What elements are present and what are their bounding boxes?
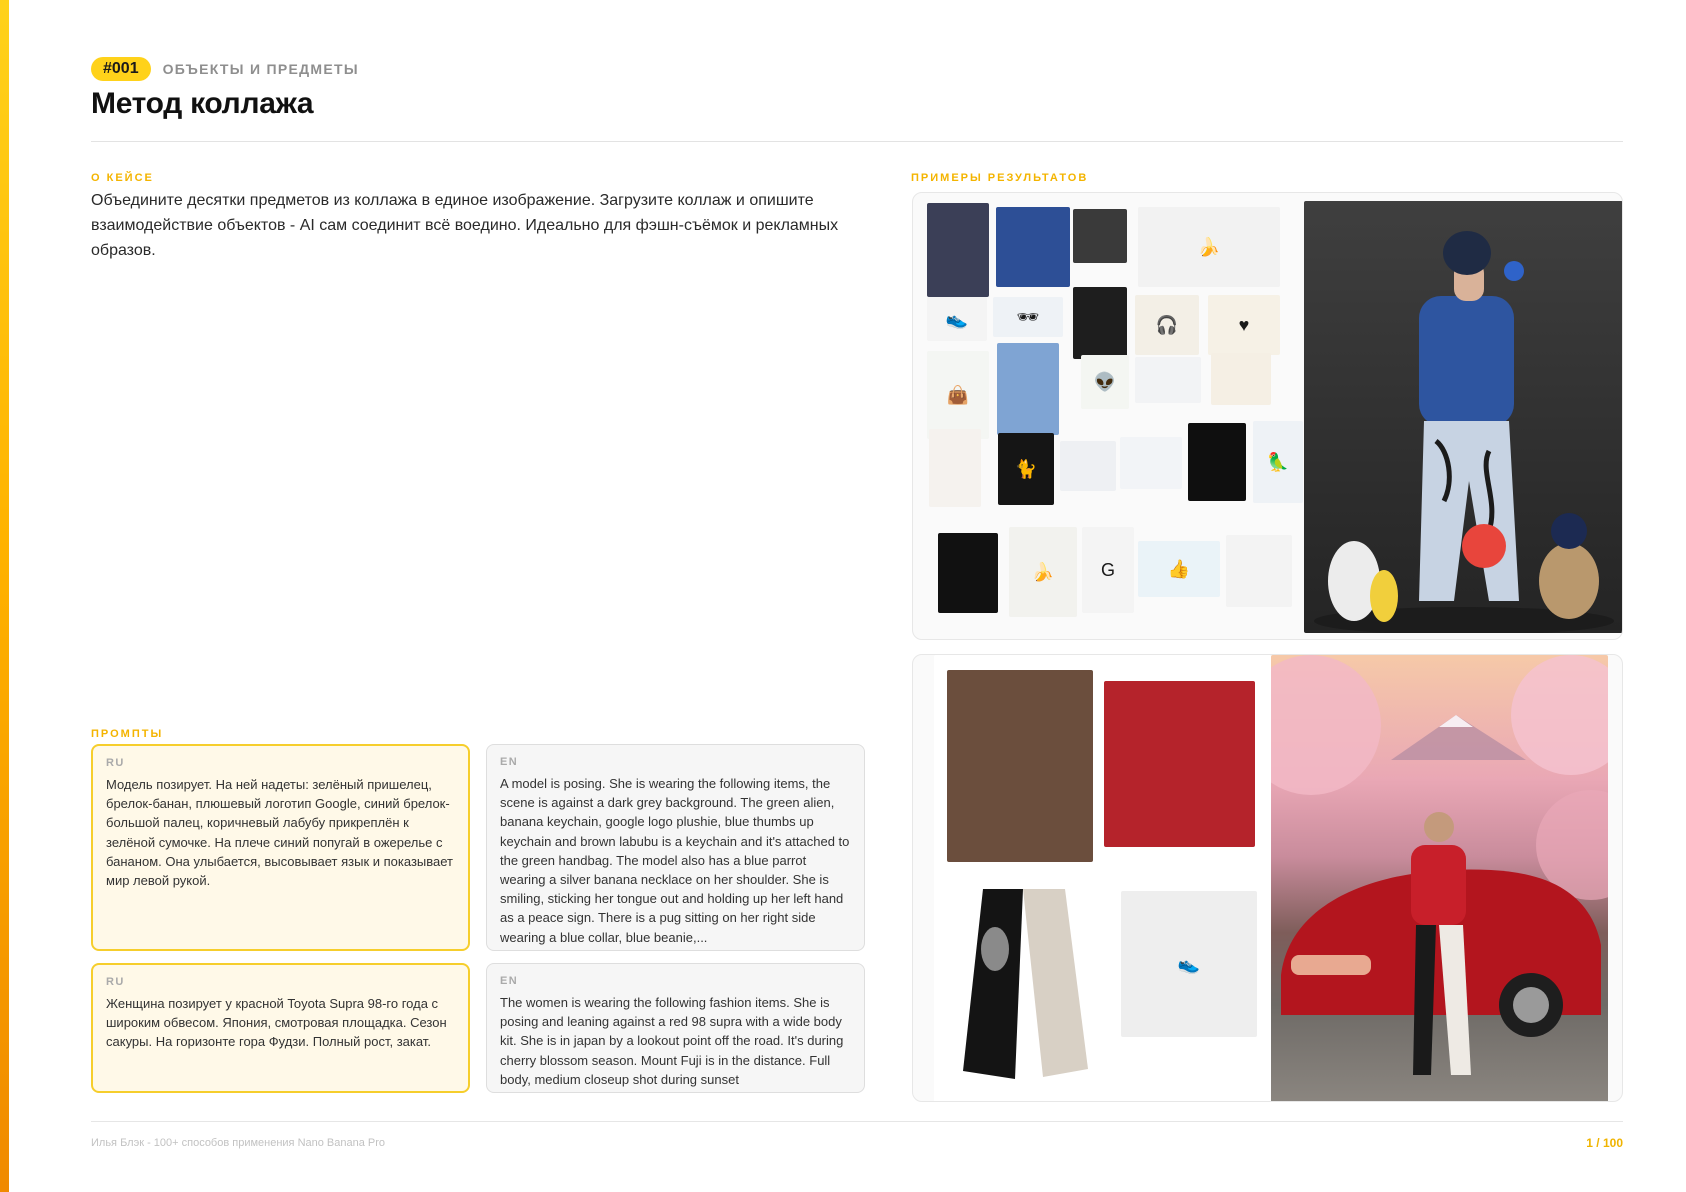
prompt-language-label: EN [500, 756, 519, 768]
page-header [91, 57, 359, 121]
result-panel-outfit [912, 654, 1623, 1102]
printed-jeans-reference [953, 889, 1093, 1079]
handbag-icon: 👜 [946, 385, 970, 405]
collage-item [927, 297, 987, 341]
headphones-icon: 🎧 [1155, 315, 1179, 335]
banana-keychain-icon: 🍌 [1197, 237, 1221, 257]
about-text: Объедините десятки предметов из коллажа в единое изображение. Загрузите коллаж и опишите взаимодействие объектов - AI сам соединит всё воедино. Идеально для фэшн-съёмок и рекламных образов. [91, 192, 839, 259]
collage-item [1211, 353, 1271, 405]
page-title: Метод коллажа [91, 87, 314, 120]
collage-item [1073, 287, 1127, 359]
car-scene-illustration [1271, 655, 1608, 1102]
accent-strip [0, 0, 9, 1192]
collage-item [927, 351, 989, 439]
collage-item [1135, 357, 1201, 403]
prompt-text: The women is wearing the following fashion items. She is posing and leaning against a red 98 supra with a wide body kit. She is in japan by a lookout point off the road. It's during cherry blossom season. Mount Fuji is in the distance. Full body, medium closeup shot during sunset [500, 995, 844, 1087]
collage-item [1060, 441, 1116, 491]
prompt-text: Женщина позирует у красной Toyota Supra 98-го года с широким обвесом. Япония, смотровая площадка. Сезон сакуры. На горизонте гора Фудзи. Полный рост, закат. [106, 996, 447, 1050]
generated-car-photo [1271, 655, 1608, 1102]
sneaker-icon: 👟 [945, 309, 969, 329]
collage-item [938, 533, 998, 613]
thumbs-up-keychain-icon: 👍 [1167, 559, 1191, 579]
collage-item [1120, 437, 1182, 489]
tag-row [91, 57, 359, 81]
collage-item [1135, 295, 1199, 355]
collage-item [996, 207, 1070, 287]
collage-item [1188, 423, 1246, 501]
collage-item [1009, 527, 1077, 617]
cat-icon: 🐈 [1014, 459, 1038, 479]
page-number: 1 / 100 [1586, 1136, 1623, 1150]
alien-icon: 👽 [1093, 372, 1117, 392]
sunglasses-icon: 🕶 [1016, 307, 1040, 327]
prompt-language-label: EN [500, 975, 519, 987]
sneaker-reference [1121, 891, 1257, 1037]
prompt-text: Модель позирует. На ней надеты: зелёный пришелец, брелок-банан, плюшевый логотип Google, синий брелок-большой палец, коричневый лабубу прикреплён к зелёной сумочке. На плече синий попугай в ожерелье с бананом. Она улыбается, высовывает язык и показывает мир левой рукой. [106, 777, 454, 889]
footer-divider [91, 1121, 1623, 1122]
examples-section-label: ПРИМЕРЫ РЕЗУЛЬТАТОВ [911, 172, 1089, 184]
collage-item [997, 343, 1059, 435]
collage-item [1138, 541, 1220, 597]
collage-item [998, 433, 1054, 505]
case-number-badge: #001 [91, 57, 151, 81]
collage-item [1253, 421, 1303, 503]
banana-plush-icon: 🍌 [1031, 562, 1055, 582]
collage-item [1082, 527, 1134, 613]
collage-item [929, 429, 981, 507]
prompt-card-ru-2[interactable] [91, 963, 470, 1093]
google-plush-icon: G [1100, 560, 1116, 580]
prompt-text: A model is posing. She is wearing the following items, the scene is against a dark grey background. The green alien, banana keychain, google logo plushie, blue thumbs up keychain and brown labubu is a keychain and it's attached to the green handbag. The model also has a blue parrot wearing a silver banana necklace on her shoulder. She is smiling, sticking her tongue out and holding up her left hand as a peace sign. There is a pug sitting on her right side wearing a blue collar, blue beanie,... [500, 776, 850, 945]
printed-jeans-icon [953, 889, 1093, 1079]
generated-result-image [1304, 201, 1623, 633]
about-section-label: О КЕЙСЕ [91, 172, 154, 184]
collage-item [993, 297, 1063, 337]
collage-item [1226, 535, 1292, 607]
white-sneaker-icon: 👟 [1177, 954, 1201, 974]
collage-item [1081, 355, 1129, 409]
prompt-card-en-1[interactable] [486, 744, 865, 951]
racing-jacket-reference [1104, 681, 1255, 847]
prompt-card-ru-1[interactable] [91, 744, 470, 951]
prompt-language-label: RU [106, 757, 125, 769]
parrot-icon: 🦜 [1266, 452, 1290, 472]
heart-glasses-icon: ♥ [1238, 315, 1250, 335]
result-panel-collage [912, 192, 1623, 640]
category-label: ОБЪЕКТЫ И ПРЕДМЕТЫ [162, 61, 359, 77]
collage-item [927, 203, 989, 297]
collage-item [1208, 295, 1280, 355]
prompt-card-en-2[interactable] [486, 963, 865, 1093]
prompts-section-label: ПРОМПТЫ [91, 728, 164, 740]
prompt-language-label: RU [106, 976, 125, 988]
collage-item [1073, 209, 1127, 263]
footer-credit: Илья Блэк - 100+ способов применения Nano Banana Pro [91, 1137, 386, 1149]
portrait-reference [947, 670, 1093, 862]
collage-item [1138, 207, 1280, 287]
model-figure-illustration [1304, 201, 1623, 633]
header-divider [91, 141, 1623, 142]
